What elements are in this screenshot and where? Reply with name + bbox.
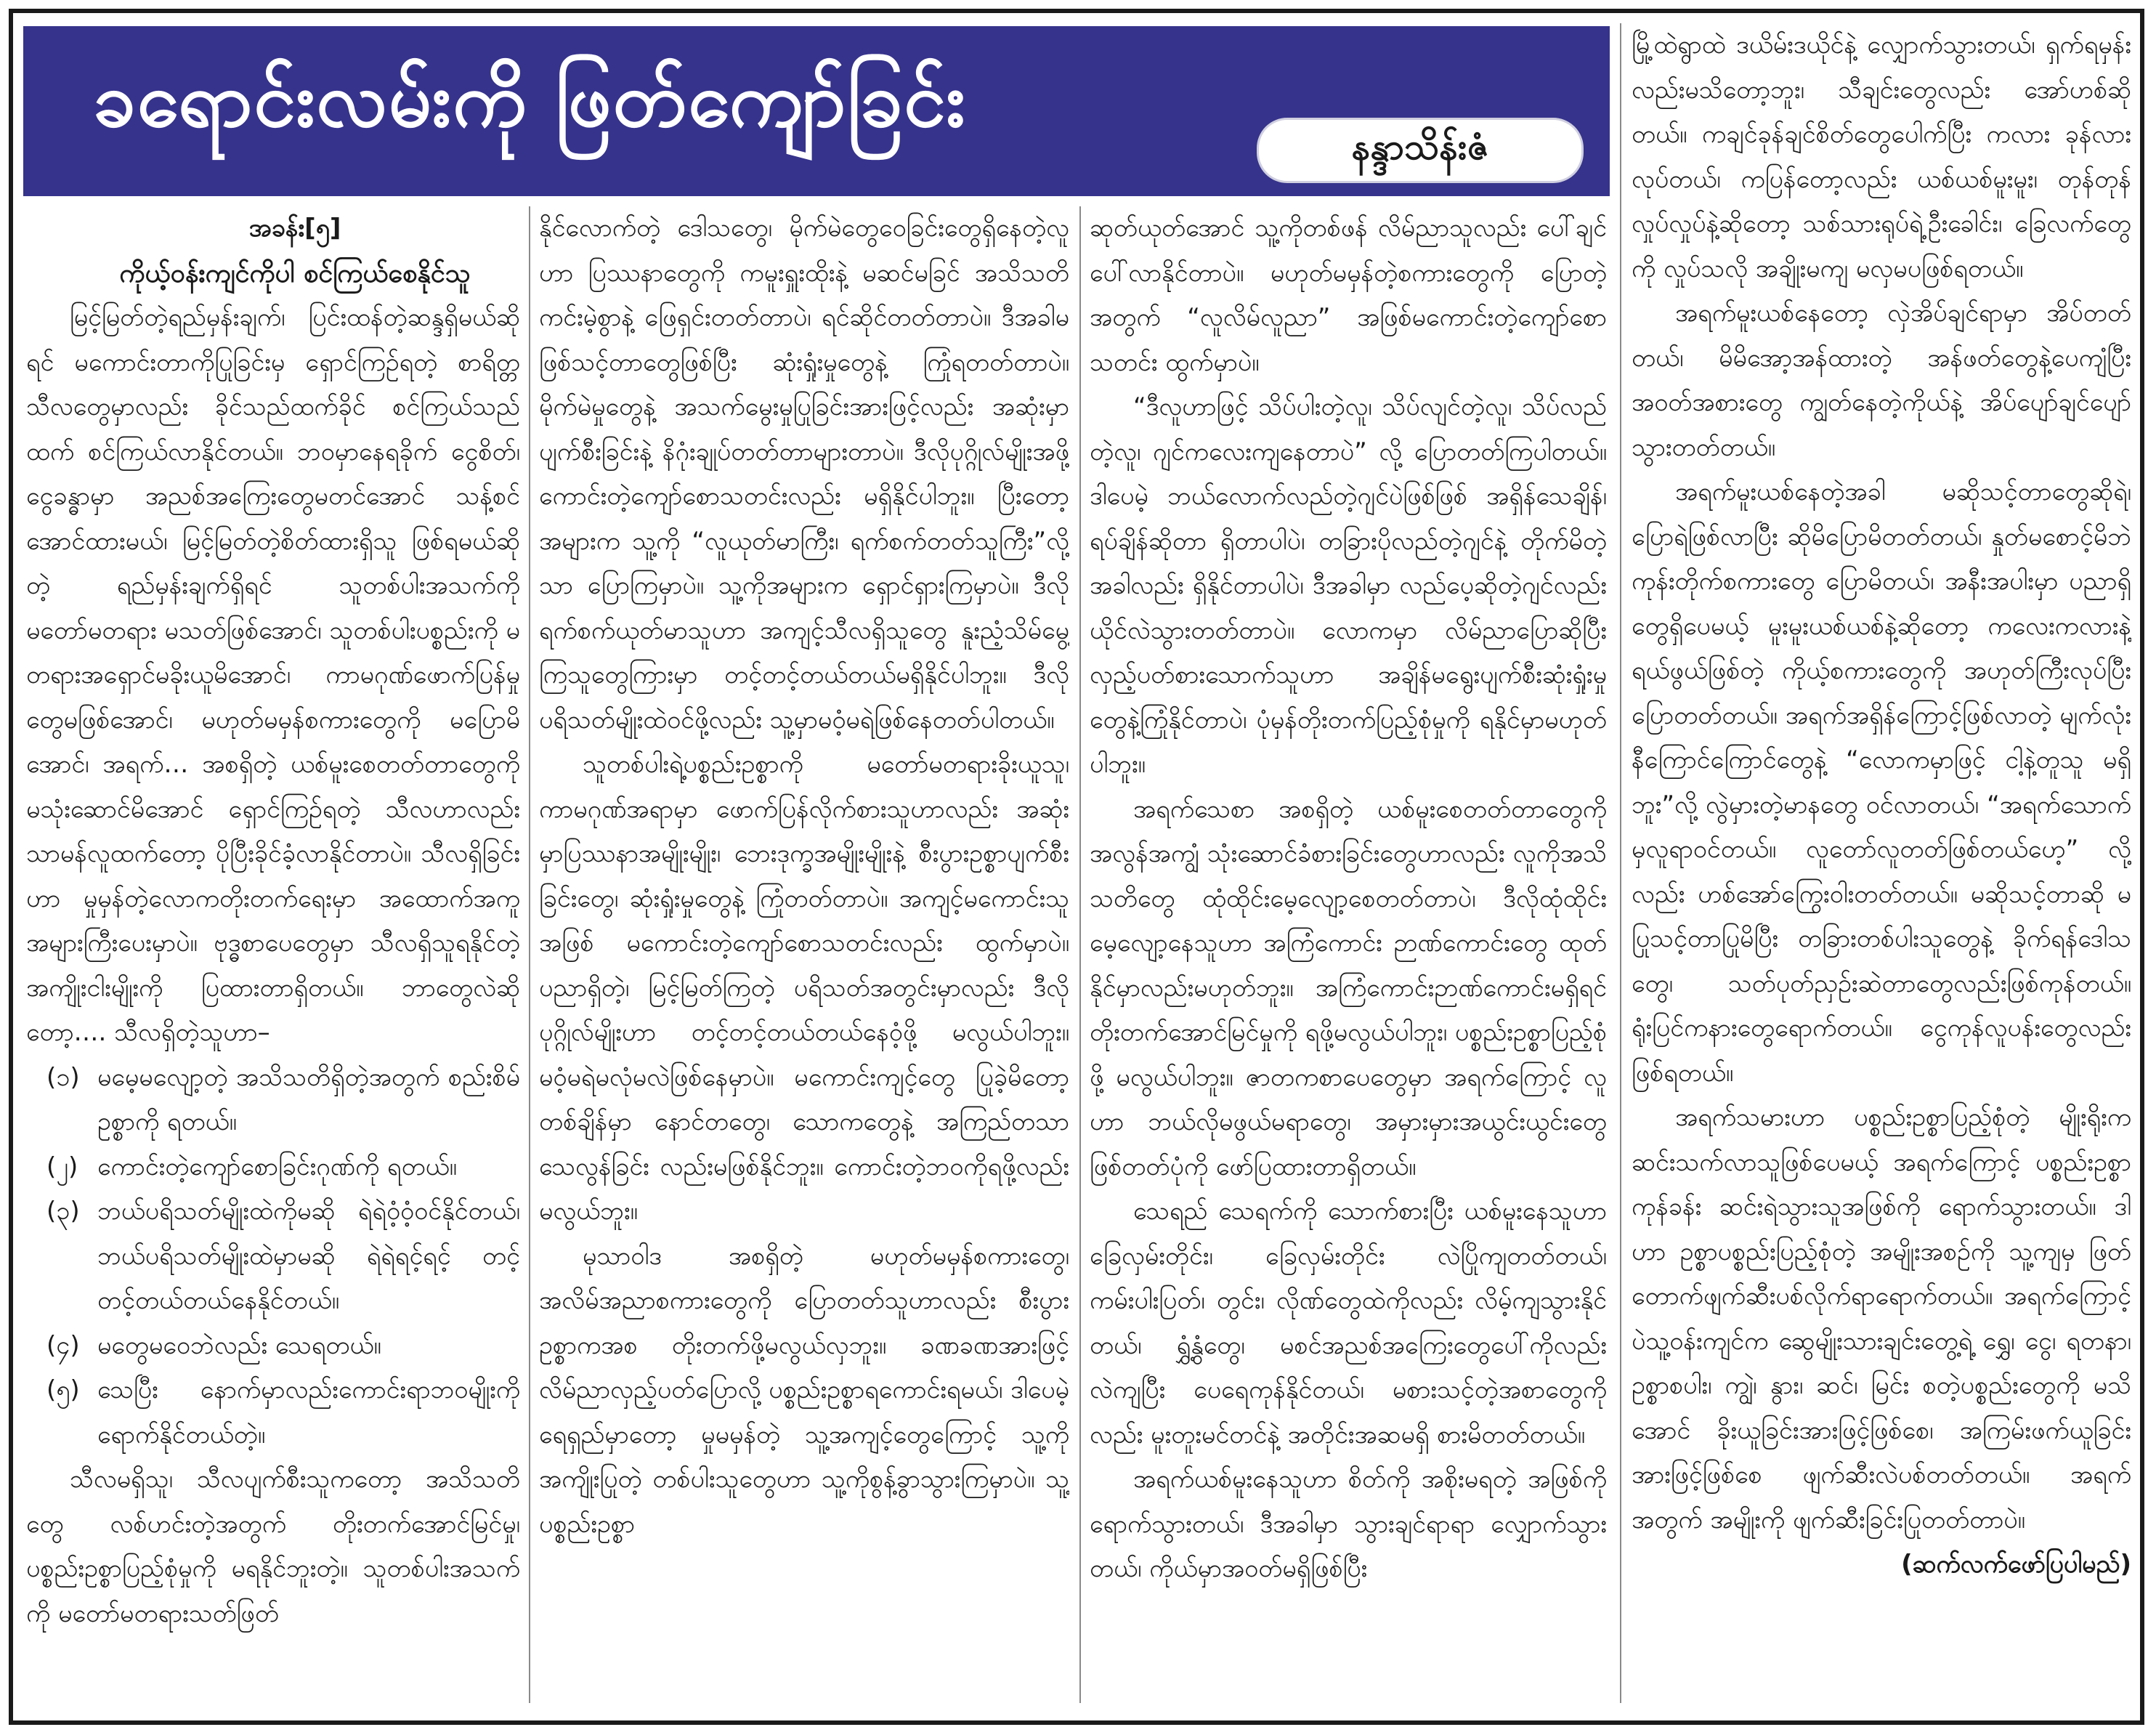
continued-note: (ဆက်လက်ဖော်ပြပါမည်) [1901,1550,2131,1579]
column-2 [539,206,1069,1703]
paragraph: မုသာဝါဒ အစရှိတဲ့ မဟုတ်မမှန်စကားတွေ၊ အလိမ်အညာစကားတွေကို ပြောတတ်သူဟာလည်း စီးပွားဥစ္စာကအစ တိုးတက်ဖို့မလွယ်လှဘူး။ ခဏခဏအားဖြင့် လိမ်ညာလှည့်ပတ်ပြောလို့ ပစ္စည်းဥစ္စာရကောင်းရမယ်၊ ဒါပေမဲ့ ရေရှည်မှာတော့ မှုမမှန်တဲ့ သူ့အကျင့်တွေကြောင့် သူ့ကိုအကျိုးပြုတဲ့ တစ်ပါးသူတွေဟာ သူ့ကိုစွန့်ခွာသွားကြမှာပဲ။ သူ့ပစ္စည်းဥစ္စာ [539,1241,1069,1539]
list-item [26,1324,520,1369]
list-item [26,1189,520,1324]
paragraph: အရက်ယစ်မူးနေသူဟာ စိတ်ကို အစိုးမရတဲ့ အဖြစ်ကိုရောက်သွားတယ်၊ ဒီအခါမှာ သွားချင်ရာရာ လျှောက်သွားတယ်၊ ကိုယ်မှာအဝတ်မရှိဖြစ်ပြီး [1090,1465,1607,1583]
list-text: ဘယ်ပရိသတ်မျိုးထဲကိုမဆို ရဲရဲဝံ့ဝံ့ဝင်နိုင်တယ်၊ ဘယ်ပရိသတ်မျိုးထဲမှာမဆို ရဲရဲရင့်ရင့် တင့်တင့်တယ်တယ်နေနိုင်တယ်။ [97,1197,520,1315]
column-divider [1079,206,1081,1703]
author-badge [1257,118,1584,183]
paragraph: အရက်မူးယစ်နေတော့ လှဲအိပ်ချင်ရာမှာ အိပ်တတ်တယ်၊ မိမိအော့အန်ထားတဲ့ အန်ဖတ်တွေနဲ့ပေကျံပြီး အဝတ်အစားတွေ ကျွတ်နေတဲ့ကိုယ်နဲ့ အိပ်ပျော်ချင်ပျော်သွားတတ်တယ်။ [1632,299,2131,462]
paragraph: သေရည် သေရက်ကို သောက်စားပြီး ယစ်မူးနေသူဟာ ခြေလှမ်းတိုင်း၊ ခြေလှမ်းတိုင်း လဲပြိုကျတတ်တယ်၊ ကမ်းပါးပြတ်၊ တွင်း၊ လိုဏ်တွေထဲကိုလည်း လိမ့်ကျသွားနိုင်တယ်၊ ရွှံ့နွံတွေ၊ မစင်အညစ်အကြေးတွေပေါ်ကိုလည်း လဲကျပြီး ပေရေကုန်နိုင်တယ်၊ မစားသင့်တဲ့အစာတွေကိုလည်း မူးတူးမင်တင်နဲ့ အတိုင်းအဆမရှိ စားမိတတ်တယ်။ [1090,1197,1607,1449]
column-divider [529,206,530,1703]
paragraph: “ဒီလူဟာဖြင့် သိပ်ပါးတဲ့လူ၊ သိပ်လျင်တဲ့လူ၊ သိပ်လည်တဲ့လူ၊ ဂျင်ကလေးကျနေတာပဲ” လို့ ပြောတတ်ကြပါတယ်။ ဒါပေမဲ့ ဘယ်လောက်လည်တဲ့ဂျင်ပဲဖြစ်ဖြစ် အရှိန်သေချိန်၊ ရပ်ချိန်ဆိုတာ ရှိတာပါပဲ၊ တခြားပိုလည်တဲ့ဂျင်နဲ့ တိုက်မိတဲ့အခါလည်း ရှိနိုင်တာပါပဲ၊ ဒီအခါမှာ လည်ပေ့ဆိုတဲ့ဂျင်လည်း ယိုင်လဲသွားတတ်တာပဲ။ လောကမှာ လိမ်ညာပြောဆိုပြီး လှည့်ပတ်စားသောက်သူဟာ အချိန်မရွေးပျက်စီးဆုံးရှုံးမှုတွေနဲ့ကြုံနိုင်တာပဲ၊ ပုံမှန်တိုးတက်ပြည့်စုံမှုကို ရနိုင်မှာမဟုတ်ပါဘူး။ [1090,392,1607,779]
column-1 [26,206,520,1703]
list-text: မမေ့မလျော့တဲ့ အသိသတိရှိတဲ့အတွက် စည်းစိမ်ဥစ္စာကို ရတယ်။ [97,1062,520,1136]
list-item [26,1145,520,1190]
paragraph: မြင့်မြတ်တဲ့ရည်မှန်းချက်၊ ပြင်းထန်တဲ့ဆန္ဒရှိမယ်ဆိုရင် မကောင်းတာကိုပြုခြင်းမှ ရှောင်ကြဉ်ရတဲ့ စာရိတ္တသီလတွေမှာလည်း ခိုင်သည်ထက်ခိုင် စင်ကြယ်သည်ထက် စင်ကြယ်လာနိုင်တယ်။ ဘဝမှာနေရခိုက် ငွေစိတ်၊ ငွေခန္ဓာမှာ အညစ်အကြေးတွေမတင်အောင် သန့်စင်အောင်ထားမယ်၊ မြင့်မြတ်တဲ့စိတ်ထားရှိသူ ဖြစ်ရမယ်ဆိုတဲ့ ရည်မှန်းချက်ရှိရင် သူတစ်ပါးအသက်ကို မတော်မတရား မသတ်ဖြစ်အောင်၊ သူတစ်ပါးပစ္စည်းကို မတရားအရှောင်မခိုးယူမိအောင်၊ ကာမဂုဏ်ဖောက်ပြန်မှုတွေမဖြစ်အောင်၊ မဟုတ်မမှန်စကားတွေကို မပြောမိအောင်၊ အရက်… အစရှိတဲ့ ယစ်မူးစေတတ်တာတွေကို မသုံးဆောင်မိအောင် ရှောင်ကြဉ်ရတဲ့ သီလဟာလည်း သာမန်လူထက်တော့ ပိုပြီးခိုင်ခံ့လာနိုင်တာပဲ။ သီလရှိခြင်းဟာ မှုမှန်တဲ့လောကတိုးတက်ရေးမှာ အထောက်အကူ အများကြီးပေးမှာပဲ။ ဗုဒ္ဓစာပေတွေမှာ သီလရှိသူရနိုင်တဲ့အကျိုးငါးမျိုးကို ပြထားတာရှိတယ်။ ဘာတွေလဲဆိုတော့…. သီလရှိတဲ့သူဟာ– [26,303,520,1047]
paragraph: ဆုတ်ယုတ်အောင် သူ့ကိုတစ်ဖန် လိမ်ညာသူလည်း ပေါ်ချင်ပေါ်လာနိုင်တာပဲ။ မဟုတ်မမှန်တဲ့စကားတွေကို ပြောတဲ့အတွက် “လူလိမ်လူညာ” အဖြစ်မကောင်းတဲ့ကျော်စောသတင်း ထွက်မှာပဲ။ [1090,214,1607,377]
column-3 [1090,206,1607,1703]
list-text: မတွေမဝေဘဲလည်း သေရတယ်။ [97,1330,381,1360]
paragraph: သူတစ်ပါးရဲ့ပစ္စည်းဥစ္စာကို မတော်မတရားခိုးယူသူ၊ ကာမဂုဏ်အရာမှာ ဖောက်ပြန်လိုက်စားသူဟာလည်း အဆုံးမှာပြဿနာအမျိုးမျိုး၊ ဘေးဒုက္ခအမျိုးမျိုးနဲ့ စီးပွားဥစ္စာပျက်စီးခြင်းတွေ၊ ဆုံးရှုံးမှုတွေနဲ့ ကြုံတတ်တာပဲ။ အကျင့်မကောင်းသူအဖြစ် မကောင်းတဲ့ကျော်စောသတင်းလည်း ထွက်မှာပဲ။ ပညာရှိတဲ့၊ မြင့်မြတ်ကြတဲ့ ပရိသတ်အတွင်းမှာလည်း ဒီလိုပုဂ္ဂိုလ်မျိုးဟာ တင့်တင့်တယ်တယ်နေဝံ့ဖို့ မလွယ်ပါဘူး။ မဝံ့မရဲမလုံမလဲဖြစ်နေမှာပဲ။ မကောင်းကျင့်တွေ ပြုခဲ့မိတော့ တစ်ချိန်မှာ နောင်တတွေ၊ သောကတွေနဲ့ အကြည်တသာသေလွန်ခြင်း လည်းမဖြစ်နိုင်ဘူး။ ကောင်းတဲ့ဘဝကိုရဖို့လည်း မလွယ်ဘူး။ [539,750,1069,1226]
author-name: နန္ဒာသိန်းဇံ [1351,125,1489,168]
list-item [26,1368,520,1457]
list-number: (၂) [46,1152,78,1181]
column-divider [1620,23,1621,1703]
list-number: (၁) [46,1062,80,1092]
list-text: သေပြီး နောက်မှာလည်းကောင်းရာဘဝမျိုးကိုရောက်နိုင်တယ်တဲ့။ [97,1375,520,1449]
list-item [26,1056,520,1145]
paragraph: အရက်သမားဟာ ပစ္စည်းဥစ္စာပြည့်စုံတဲ့ မျိုးရိုးက ဆင်းသက်လာသူဖြစ်ပေမယ့် အရက်ကြောင့် ပစ္စည်းဥစ္စာကုန်ခန်း ဆင်းရဲသွားသူအဖြစ်ကို ရောက်သွားတယ်။ ဒါဟာ ဥစ္စာပစ္စည်းပြည့်စုံတဲ့ အမျိုးအစဉ်ကို သူ့ကျမှ ဖြတ်တောက်ဖျက်ဆီးပစ်လိုက်ရာရောက်တယ်။ အရက်ကြောင့်ပဲသူ့ဝန်းကျင်က ဆွေမျိုးသားချင်းတွေ့ရဲ့ ရွှေ၊ ငွေ၊ ရတနာ၊ ဥစ္စာစပါး၊ ကျွဲ၊ နွား၊ ဆင်၊ မြင်း စတဲ့ပစ္စည်းတွေကို မသိအောင် ခိုးယူခြင်းအားဖြင့်ဖြစ်စေ၊ အကြမ်းဖက်ယူခြင်းအားဖြင့်ဖြစ်စေ ဖျက်ဆီးလဲပစ်တတ်တယ်။ အရက်အတွက် အမျိုးကို ဖျက်ဆီးခြင်းပြုတတ်တာပဲ။ [1632,1103,2131,1534]
list-number: (၄) [46,1330,80,1360]
list-number: (၃) [46,1197,80,1226]
paragraph: အရက်မူးယစ်နေတဲ့အခါ မဆိုသင့်တာတွေဆိုရဲ၊ ပြောရဲဖြစ်လာပြီး ဆိုမိပြောမိတတ်တယ်၊ နှုတ်မစောင့်မိဘဲ ကုန်းတိုက်စကားတွေ ပြောမိတယ်၊ အနီးအပါးမှာ ပညာရှိတွေရှိပေမယ့် မူးမူးယစ်ယစ်နဲ့ဆိုတော့ ကလေးကလားနဲ့ ရယ်ဖွယ်ဖြစ်တဲ့ ကိုယ့်စကားတွေကို အဟုတ်ကြီးလုပ်ပြီး ပြောတတ်တယ်။ အရက်အရှိန်ကြောင့်ဖြစ်လာတဲ့ မျက်လုံးနီကြောင်ကြောင်တွေနဲ့ “လောကမှာဖြင့် ငါ့နဲ့တူသူ မရှိဘူး”လို့ လွဲမှားတဲ့မာနတွေ ဝင်လာတယ်၊ “အရက်သောက်မှလူရာဝင်တယ်။ လူတော်လူတတ်ဖြစ်တယ်ဟေ့” လို့လည်း ဟစ်အော်ကြွေးဝါးတတ်တယ်။ မဆိုသင့်တာဆို မပြုသင့်တာပြုမိပြီး တခြားတစ်ပါးသူတွေနဲ့ ခိုက်ရန်ဒေါသတွေ၊ သတ်ပုတ်ညှဉ်းဆဲတာတွေလည်းဖြစ်ကုန်တယ်။ ရုံးပြင်ကနားတွေရောက်တယ်။ ငွေကုန်လူပန်းတွေလည်းဖြစ်ရတယ်။ [1632,477,2131,1088]
paragraph: နိုင်လောက်တဲ့ ဒေါသတွေ၊ မိုက်မဲတွေဝေခြင်းတွေရှိနေတဲ့လူဟာ ပြဿနာတွေကို ကမူးရှူးထိုးနဲ့ မဆင်မခြင် အသိသတိကင်းမဲ့စွာနဲ့ ဖြေရှင်းတတ်တာပဲ၊ ရင်ဆိုင်တတ်တာပဲ။ ဒီအခါမဖြစ်သင့်တာတွေဖြစ်ပြီး ဆုံးရှုံးမှုတွေနဲ့ ကြုံရတတ်တာပဲ။ မိုက်မဲမှုတွေနဲ့ အသက်မွေးမှုပြုခြင်းအားဖြင့်လည်း အဆုံးမှာ ပျက်စီးခြင်းနဲ့ နိဂုံးချုပ်တတ်တာများတာပဲ။ ဒီလိုပုဂ္ဂိုလ်မျိုးအဖို့ ကောင်းတဲ့ကျော်စောသတင်းလည်း မရှိနိုင်ပါဘူး။ ပြီးတော့အများက သူ့ကို “လူယုတ်မာကြီး၊ ရက်စက်တတ်သူကြီး”လို့သာ ပြောကြမှာပဲ။ သူ့ကိုအများက ရှောင်ရှားကြမှာပဲ။ ဒီလိုရက်စက်ယုတ်မာသူဟာ အကျင့်သီလရှိသူတွေ နူးညံ့သိမ်မွေ့ကြသူတွေကြားမှာ တင့်တင့်တယ်တယ်မရှိနိုင်ပါဘူး။ ဒီလိုပရိသတ်မျိုးထဲဝင်ဖို့လည်း သူ့မှာမဝံ့မရဲဖြစ်နေတတ်ပါတယ်။ [539,214,1069,735]
article-title: ခရောင်းလမ်းကို ဖြတ်ကျော်ခြင်း [93,55,967,144]
section-heading: အခန်း[၅] [248,214,341,243]
section-subheading: ကိုယ့်ဝန်းကျင်ကိုပါ စင်ကြယ်စေနိုင်သူ [119,258,471,288]
paragraph: မြို့ထဲရွာထဲ ဒယိမ်းဒယိုင်နဲ့ လျှောက်သွားတယ်၊ ရှက်ရမှန်းလည်းမသိတော့ဘူး၊ သီချင်းတွေလည်း အော်ဟစ်ဆိုတယ်။ ကချင်ခုန်ချင်စိတ်တွေပေါက်ပြီး ကလား ခုန်လား လုပ်တယ်၊ ကပြန်တော့လည်း ယစ်ယစ်မူးမူး၊ တုန်တုန်လှုပ်လှုပ်နဲ့ဆိုတော့ သစ်သားရုပ်ရဲ့ဦးခေါင်း၊ ခြေလက်တွေကို လှုပ်သလို အချိုးမကျ မလှမပဖြစ်ရတယ်။ [1632,31,2131,283]
list-number: (၅) [46,1375,80,1404]
title-banner [23,26,1610,196]
list-text: ကောင်းတဲ့ကျော်စောခြင်းဂုဏ်ကို ရတယ်။ [97,1152,457,1181]
column-4 [1632,23,2131,1703]
benefits-list [26,1056,520,1458]
paragraph: အရက်သေစာ အစရှိတဲ့ ယစ်မူးစေတတ်တာတွေကို အလွန်အကျွံ သုံးဆောင်ခံစားခြင်းတွေဟာလည်း လူကိုအသိသတိတွေ ထုံထိုင်းမေ့လျော့စေတတ်တာပဲ၊ ဒီလိုထုံထိုင်းမေ့လျော့နေသူဟာ အကြံကောင်း ဉာဏ်ကောင်းတွေ ထုတ်နိုင်မှာလည်းမဟုတ်ဘူး။ အကြံကောင်းဉာဏ်ကောင်းမရှိရင် တိုးတက်အောင်မြင်မှုကို ရဖို့မလွယ်ပါဘူး၊ ပစ္စည်းဥစ္စာပြည့်စုံဖို့ မလွယ်ပါဘူး။ ဇာတကစာပေတွေမှာ အရက်ကြောင့် လူဟာ ဘယ်လိုမဖွယ်မရာတွေ၊ အမှားမှားအယွင်းယွင်းတွေ ဖြစ်တတ်ပုံကို ဖော်ပြထားတာရှိတယ်။ [1090,794,1607,1181]
paragraph: သီလမရှိသူ၊ သီလပျက်စီးသူကတော့ အသိသတိတွေ လစ်ဟင်းတဲ့အတွက် တိုးတက်အောင်မြင်မှု၊ ပစ္စည်းဥစ္စာပြည့်စုံမှုကို မရနိုင်ဘူးတဲ့။ သူတစ်ပါးအသက်ကို မတော်မတရားသတ်ဖြတ် [26,1465,520,1628]
